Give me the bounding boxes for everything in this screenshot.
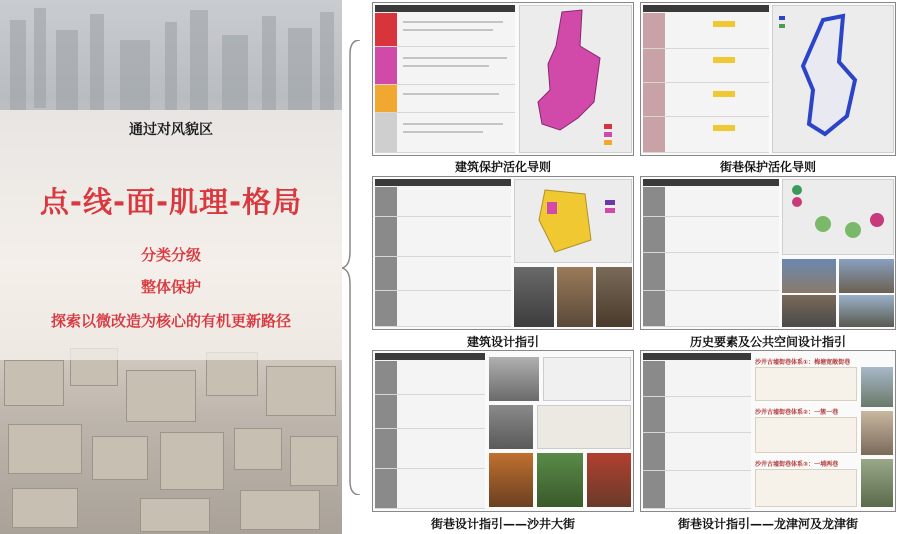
brace-connector xyxy=(342,40,364,495)
panel-longjin-river xyxy=(640,350,896,512)
caption-street-protection: 街巷保护活化导则 xyxy=(719,160,816,174)
panel-shajing-street xyxy=(372,350,634,512)
lane-section-1 xyxy=(755,367,857,401)
left-banner xyxy=(0,0,342,534)
street-table xyxy=(643,5,769,153)
courtyard-photo xyxy=(839,295,894,327)
street-view-photo xyxy=(489,357,539,401)
lantern-photo xyxy=(587,453,631,507)
river-photo-3 xyxy=(861,459,893,507)
lane-system-3: 沙井古墟街巷体系③：一埔两巷 xyxy=(755,461,839,468)
guideline-table xyxy=(375,5,515,153)
building-map xyxy=(519,5,632,153)
design-map xyxy=(514,179,632,263)
panel-building-protection xyxy=(372,2,634,156)
rooftops-image xyxy=(0,340,342,534)
heritage-map xyxy=(782,179,894,255)
temple-photo xyxy=(782,259,836,293)
strategy-line-1: 分类分级 xyxy=(140,246,201,264)
design-table xyxy=(375,179,511,327)
headline: 点-线-面-肌理-格局 xyxy=(39,185,303,219)
caption-heritage-public-space: 历史要素及公共空间设计指引 xyxy=(689,335,846,349)
tree-photo xyxy=(537,453,583,507)
heritage-table xyxy=(643,179,779,327)
street-photo xyxy=(514,267,554,327)
caption-shajing-street: 街巷设计指引——沙井大街 xyxy=(430,517,575,531)
shajing-table xyxy=(375,353,485,509)
lane-system-2: 沙井古墟街巷体系②：一簇一巷 xyxy=(755,409,839,416)
longjin-table xyxy=(643,353,751,509)
subtitle: 通过对风貌区 xyxy=(129,122,213,138)
strategy-line-2: 整体保护 xyxy=(140,278,201,296)
panel-building-design xyxy=(372,176,634,330)
caption-building-design: 建筑设计指引 xyxy=(466,335,539,349)
lane-photo xyxy=(782,295,836,327)
street-map xyxy=(772,5,894,153)
lane-section-3 xyxy=(755,469,857,507)
skyline-image xyxy=(0,0,342,120)
river-photo-2 xyxy=(861,411,893,455)
panel-street-protection xyxy=(640,2,896,156)
square-photo xyxy=(839,259,894,293)
river-photo-1 xyxy=(861,367,893,407)
panel-heritage-public-space xyxy=(640,176,896,330)
axonometric-drawing xyxy=(537,405,631,449)
caption-longjin-river: 街巷设计指引——龙津河及龙津街 xyxy=(677,517,858,531)
facade-photo xyxy=(557,267,593,327)
doorway-photo xyxy=(596,267,632,327)
caption-building-protection: 建筑保护活化导则 xyxy=(454,160,551,174)
lane-system-1: 沙井古墟街巷体系①：梅塘宽敞街巷 xyxy=(755,359,851,366)
strategy-line-3: 探索以微改造为核心的有机更新路径 xyxy=(50,312,291,330)
section-drawing xyxy=(543,357,631,401)
lane-section-2 xyxy=(755,417,857,453)
signage-photo xyxy=(489,453,533,507)
paving-photo xyxy=(489,405,533,449)
